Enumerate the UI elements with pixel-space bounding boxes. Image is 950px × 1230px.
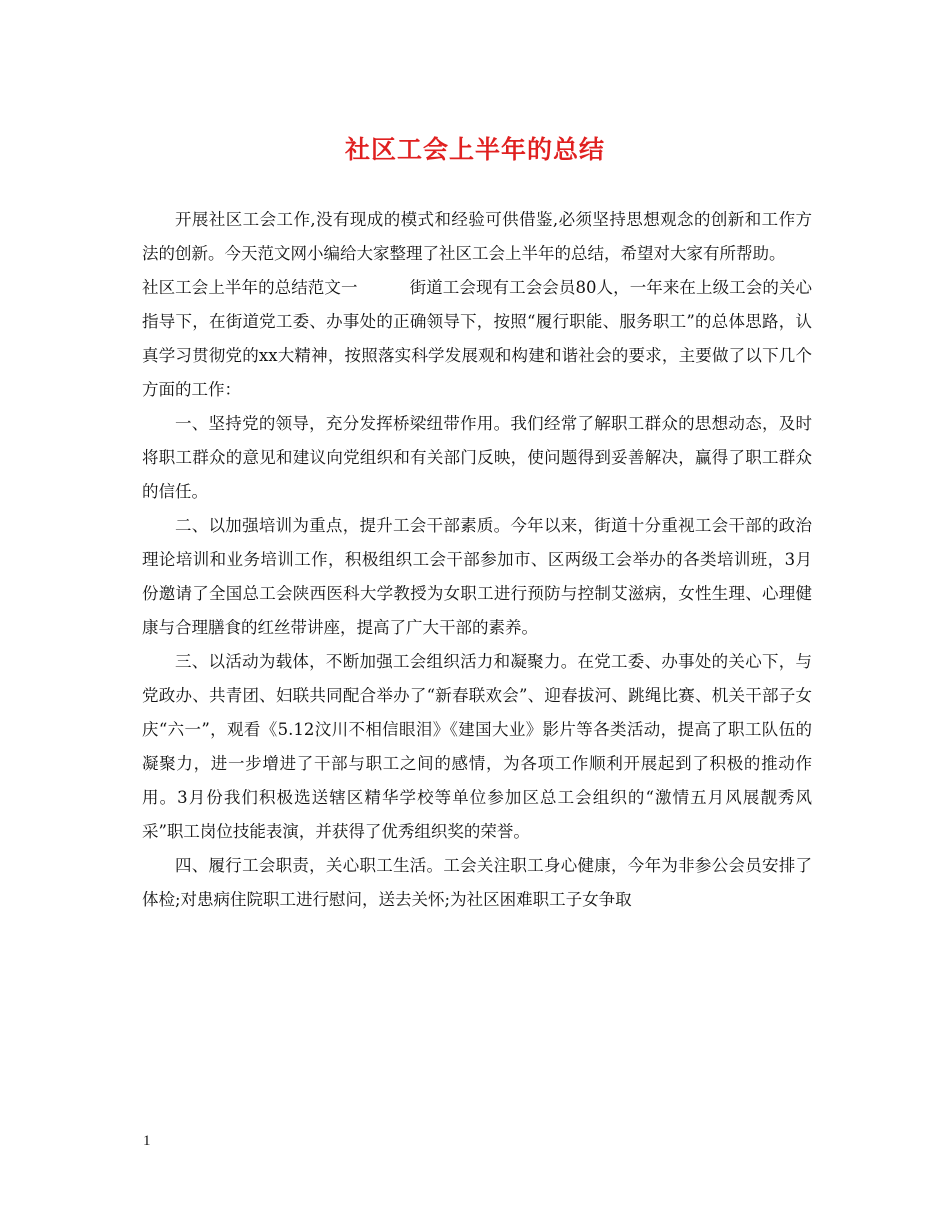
body-paragraph-4: 四、履行工会职责，关心职工生活。工会关注职工身心健康，今年为非参公会员安排了体检;对患病住院职工进行慰问，送去关怀;为社区困难职工子女争取 [142, 856, 812, 909]
body-paragraph-2: 二、以加强培训为重点，提升工会干部素质。今年以来，街道十分重视工会干部的政治理论培训和业务培训工作，积极组织工会干部参加市、区两级工会举办的各类培训班，3月份邀请了全国总工会陕西医科大学教授为女职工进行预防与控制艾滋病，女性生理、心理健康与合理膳食的红丝带讲座，提高了广大干部的素养。 [142, 516, 812, 637]
section-lead: 街道工会现有工会会员80人，一年来在上级工会的关心指导下，在街道党工委、办事处的正确领导下，按照“履行职能、服务职工”的总体思路，认真学习贯彻党的xx大精神，按照落实科学发展观和构建和谐社会的要求，主要做了以下几个方面的工作： [142, 278, 813, 399]
section-heading: 社区工会上半年的总结范文一 [142, 278, 358, 297]
section-paragraph [142, 271, 812, 407]
body-paragraph-3: 三、以活动为载体，不断加强工会组织活力和凝聚力。在党工委、办事处的关心下，与党政办、共青团、妇联共同配合举办了“新春联欢会”、迎春拔河、跳绳比赛、机关干部子女庆“六一”，观看《5.12汶川不相信眼泪》《建国大业》影片等各类活动，提高了职工队伍的凝聚力，进一步增进了干部与职工之间的感情，为各项工作顺利开展起到了积极的推动作用。3月份我们积极选送辖区精华学校等单位参加区总工会组织的“激情五月风展靓秀风采”职工岗位技能表演，并获得了优秀组织奖的荣誉。 [142, 652, 812, 841]
intro-paragraph: 开展社区工会工作,没有现成的模式和经验可供借鉴,必须坚持思想观念的创新和工作方法的创新。今天范文网小编给大家整理了社区工会上半年的总结，希望对大家有所帮助。 [142, 210, 812, 263]
page-number: 1 [143, 1133, 151, 1149]
document-body [142, 203, 812, 917]
document-title: 社区工会上半年的总结 [344, 135, 605, 164]
body-paragraph-1: 一、坚持党的领导，充分发挥桥梁纽带作用。我们经常了解职工群众的思想动态，及时将职工群众的意见和建议向党组织和有关部门反映，使问题得到妥善解决，赢得了职工群众的信任。 [142, 414, 812, 501]
